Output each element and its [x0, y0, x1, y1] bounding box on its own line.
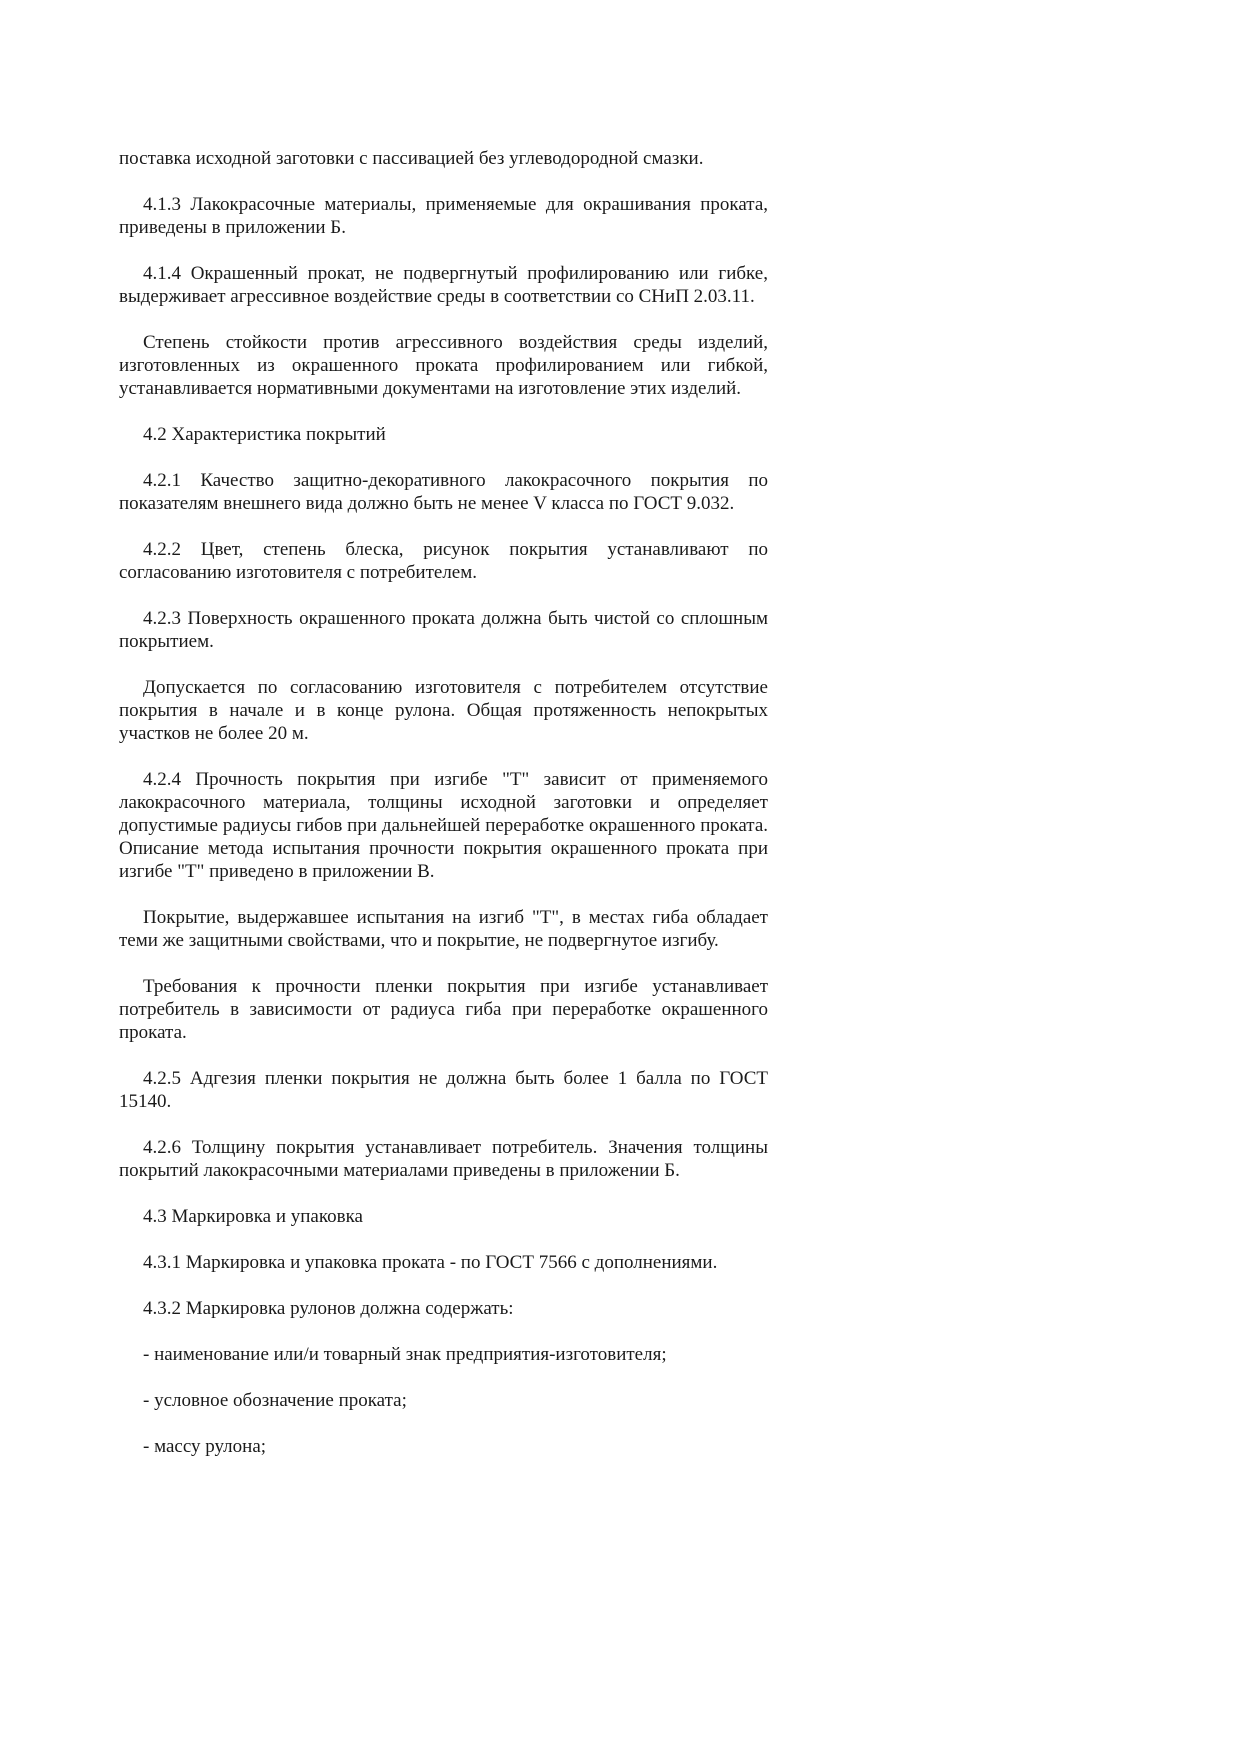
clause-4-3-1: 4.3.1 Маркировка и упаковка проката - по ГОСТ 7566 с дополнениями. — [143, 1252, 718, 1273]
list-item-coil-mass: - массу рулона; — [143, 1436, 267, 1457]
paragraph-bend-coating: Покрытие, выдержавшее испытания на изгиб "Т", в местах гиба обладает теми же защитными свойствами, что и покрытие, не подвергнутое изгибу. — [119, 907, 768, 951]
clause-4-2-5: 4.2.5 Адгезия пленки покрытия не должна быть более 1 балла по ГОСТ 15140. — [119, 1068, 768, 1112]
paragraph-film-strength: Требования к прочности пленки покрытия при изгибе устанавливает потребитель в зависимости от радиуса гиба при переработке окрашенного проката. — [119, 976, 768, 1043]
clause-4-2-6: 4.2.6 Толщину покрытия устанавливает потребитель. Значения толщины покрытий лакокрасочными материалами приведены в приложении Б. — [119, 1137, 768, 1181]
list-item-designation: - условное обозначение проката; — [143, 1390, 407, 1411]
paragraph-resistance: Степень стойкости против агрессивного воздействия среды изделий, изготовленных из окрашенного проката профилированием или гибкой, устанавливается нормативными документами на изготовление этих изделий. — [119, 332, 768, 399]
section-heading-4-2: 4.2 Характеристика покрытий — [143, 424, 386, 445]
clause-4-2-3: 4.2.3 Поверхность окрашенного проката должна быть чистой со сплошным покрытием. — [119, 608, 768, 652]
section-heading-4-3: 4.3 Маркировка и упаковка — [143, 1206, 363, 1227]
paragraph-continuation: поставка исходной заготовки с пассивацией без углеводородной смазки. — [119, 148, 704, 169]
clause-4-1-3: 4.1.3 Лакокрасочные материалы, применяемые для окрашивания проката, приведены в приложении Б. — [119, 194, 768, 238]
clause-4-1-4: 4.1.4 Окрашенный прокат, не подвергнутый профилированию или гибке, выдерживает агрессивное воздействие среды в соответствии со СНиП 2.03.11. — [119, 263, 768, 307]
document-page — [119, 147, 768, 1481]
list-item-manufacturer: - наименование или/и товарный знак предприятия-изготовителя; — [143, 1344, 667, 1365]
clause-4-2-2: 4.2.2 Цвет, степень блеска, рисунок покрытия устанавливают по согласованию изготовителя с потребителем. — [119, 539, 768, 583]
clause-4-2-1: 4.2.1 Качество защитно-декоративного лакокрасочного покрытия по показателям внешнего вида должно быть не менее V класса по ГОСТ 9.032. — [119, 470, 768, 514]
clause-4-3-2: 4.3.2 Маркировка рулонов должна содержать: — [143, 1298, 514, 1319]
clause-4-2-4: 4.2.4 Прочность покрытия при изгибе "Т" зависит от применяемого лакокрасочного материала, толщины исходной заготовки и определяет допустимые радиусы гибов при дальнейшей переработке окрашенного проката. Описание метода испытания прочности покрытия окрашенного проката при изгибе "Т" приведено в приложении В. — [119, 769, 768, 882]
paragraph-allowance: Допускается по согласованию изготовителя с потребителем отсутствие покрытия в начале и в конце рулона. Общая протяженность непокрытых участков не более 20 м. — [119, 677, 768, 744]
